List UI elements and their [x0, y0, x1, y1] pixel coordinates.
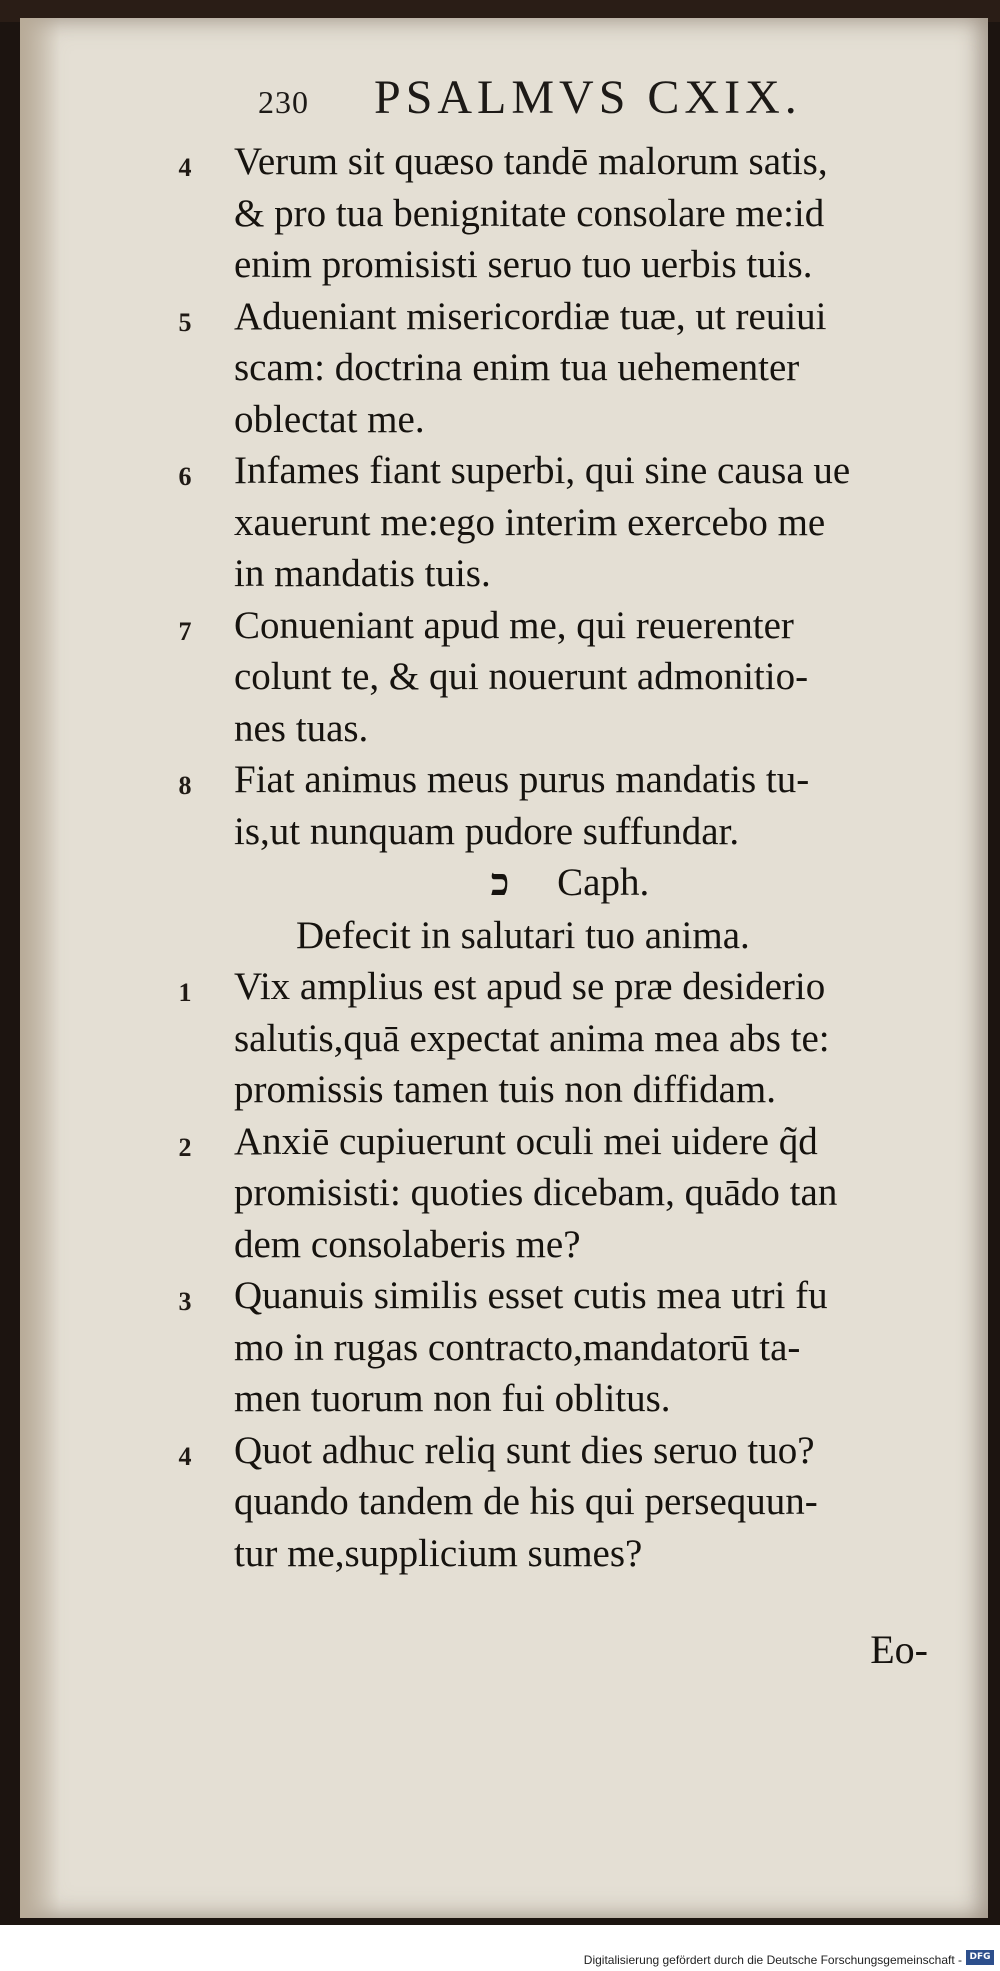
verses-before-section — [170, 136, 970, 857]
verse-line: Vix amplius est apud se præ desiderio — [234, 965, 826, 1008]
page-gutter — [20, 18, 60, 1918]
verse-line: tur me,supplicium sumes? — [234, 1531, 643, 1575]
verse-line: promisisti: quoties dicebam, quādo tan — [234, 1171, 838, 1214]
page-number: 230 — [258, 84, 309, 120]
catchword: Eo- — [870, 1627, 928, 1672]
verse-line: nes tuas. — [234, 706, 369, 750]
verses-after-section — [170, 961, 970, 1579]
verse-line: salutis,quā expectat anima mea abs te: — [234, 1016, 830, 1060]
psalm-text — [170, 136, 970, 1579]
verse-line: dem consolaberis me? — [234, 1222, 581, 1266]
verse-line: Adueniant misericordiæ tuæ, ut reuiui — [234, 294, 827, 338]
verse-line: Fiat animus meus purus mandatis tu- — [234, 758, 810, 801]
verse-line: in mandatis tuis. — [234, 552, 491, 595]
verse — [170, 754, 970, 857]
verse-line: mo in rugas contracto,mandatorū ta- — [234, 1325, 801, 1369]
verse — [170, 136, 970, 291]
verse-line: Anxiē cupiuerunt oculi mei uidere q̃d — [234, 1119, 818, 1163]
section-subheading: Defecit in salutari tuo anima. — [296, 913, 750, 957]
verse-line: promissis tamen tuis non diffidam. — [234, 1068, 777, 1111]
section-heading — [170, 857, 970, 910]
section-name: Caph. — [557, 861, 650, 904]
verse — [170, 1425, 970, 1580]
header-title: PSALMVS CXIX. — [374, 71, 802, 124]
hebrew-letter: כ — [490, 862, 510, 904]
verse — [170, 961, 970, 1116]
verse-line: Verum sit quæso tandē malorum satis, — [234, 140, 828, 183]
verse-number: 4 — [178, 153, 192, 182]
verse-number: 5 — [178, 307, 192, 337]
verse-number: 7 — [178, 616, 192, 646]
verse-line: scam: doctrina enim tua uehementer — [234, 346, 800, 389]
book-page — [20, 18, 988, 1918]
verse — [170, 1116, 970, 1271]
running-header — [258, 70, 958, 125]
verse-number: 3 — [178, 1287, 192, 1316]
verse-line: & pro tua benignitate consolare me:id — [234, 191, 825, 235]
verse-number: 6 — [178, 462, 192, 491]
verse — [170, 600, 970, 755]
verse-line: oblectat me. — [234, 397, 425, 441]
verse — [170, 445, 970, 600]
verse-line: is,ut nunquam pudore suffundar. — [234, 809, 740, 853]
verse-number: 4 — [178, 1441, 192, 1471]
digitization-footer — [0, 1925, 1000, 1971]
verse — [170, 1270, 970, 1425]
verse-number: 2 — [178, 1132, 192, 1162]
verse-line: Quot adhuc reliq sunt dies seruo tuo? — [234, 1428, 815, 1472]
verse — [170, 291, 970, 446]
verse-line: Conueniant apud me, qui reuerenter — [234, 603, 794, 647]
dfg-logo: DFG — [966, 1950, 994, 1965]
verse-number: 8 — [178, 771, 192, 800]
verse-line: enim promisisti seruo tuo uerbis tuis. — [234, 243, 813, 286]
verse-line: quando tandem de his qui persequun- — [234, 1480, 818, 1523]
footer-credit: Digitalisierung gefördert durch die Deutsche Forschungsgemeinschaft - — [583, 1953, 962, 1967]
verse-line: colunt te, & qui nouerunt admonitio- — [234, 655, 809, 698]
verse-line: xauerunt me:ego interim exercebo me — [234, 500, 826, 544]
verse-line: men tuorum non fui oblitus. — [234, 1377, 671, 1420]
verse-number: 1 — [178, 978, 192, 1007]
verse-line: Quanuis similis esset cutis mea utri fu — [234, 1274, 828, 1317]
verse-line: Infames fiant superbi, qui sine causa ue — [234, 449, 851, 492]
